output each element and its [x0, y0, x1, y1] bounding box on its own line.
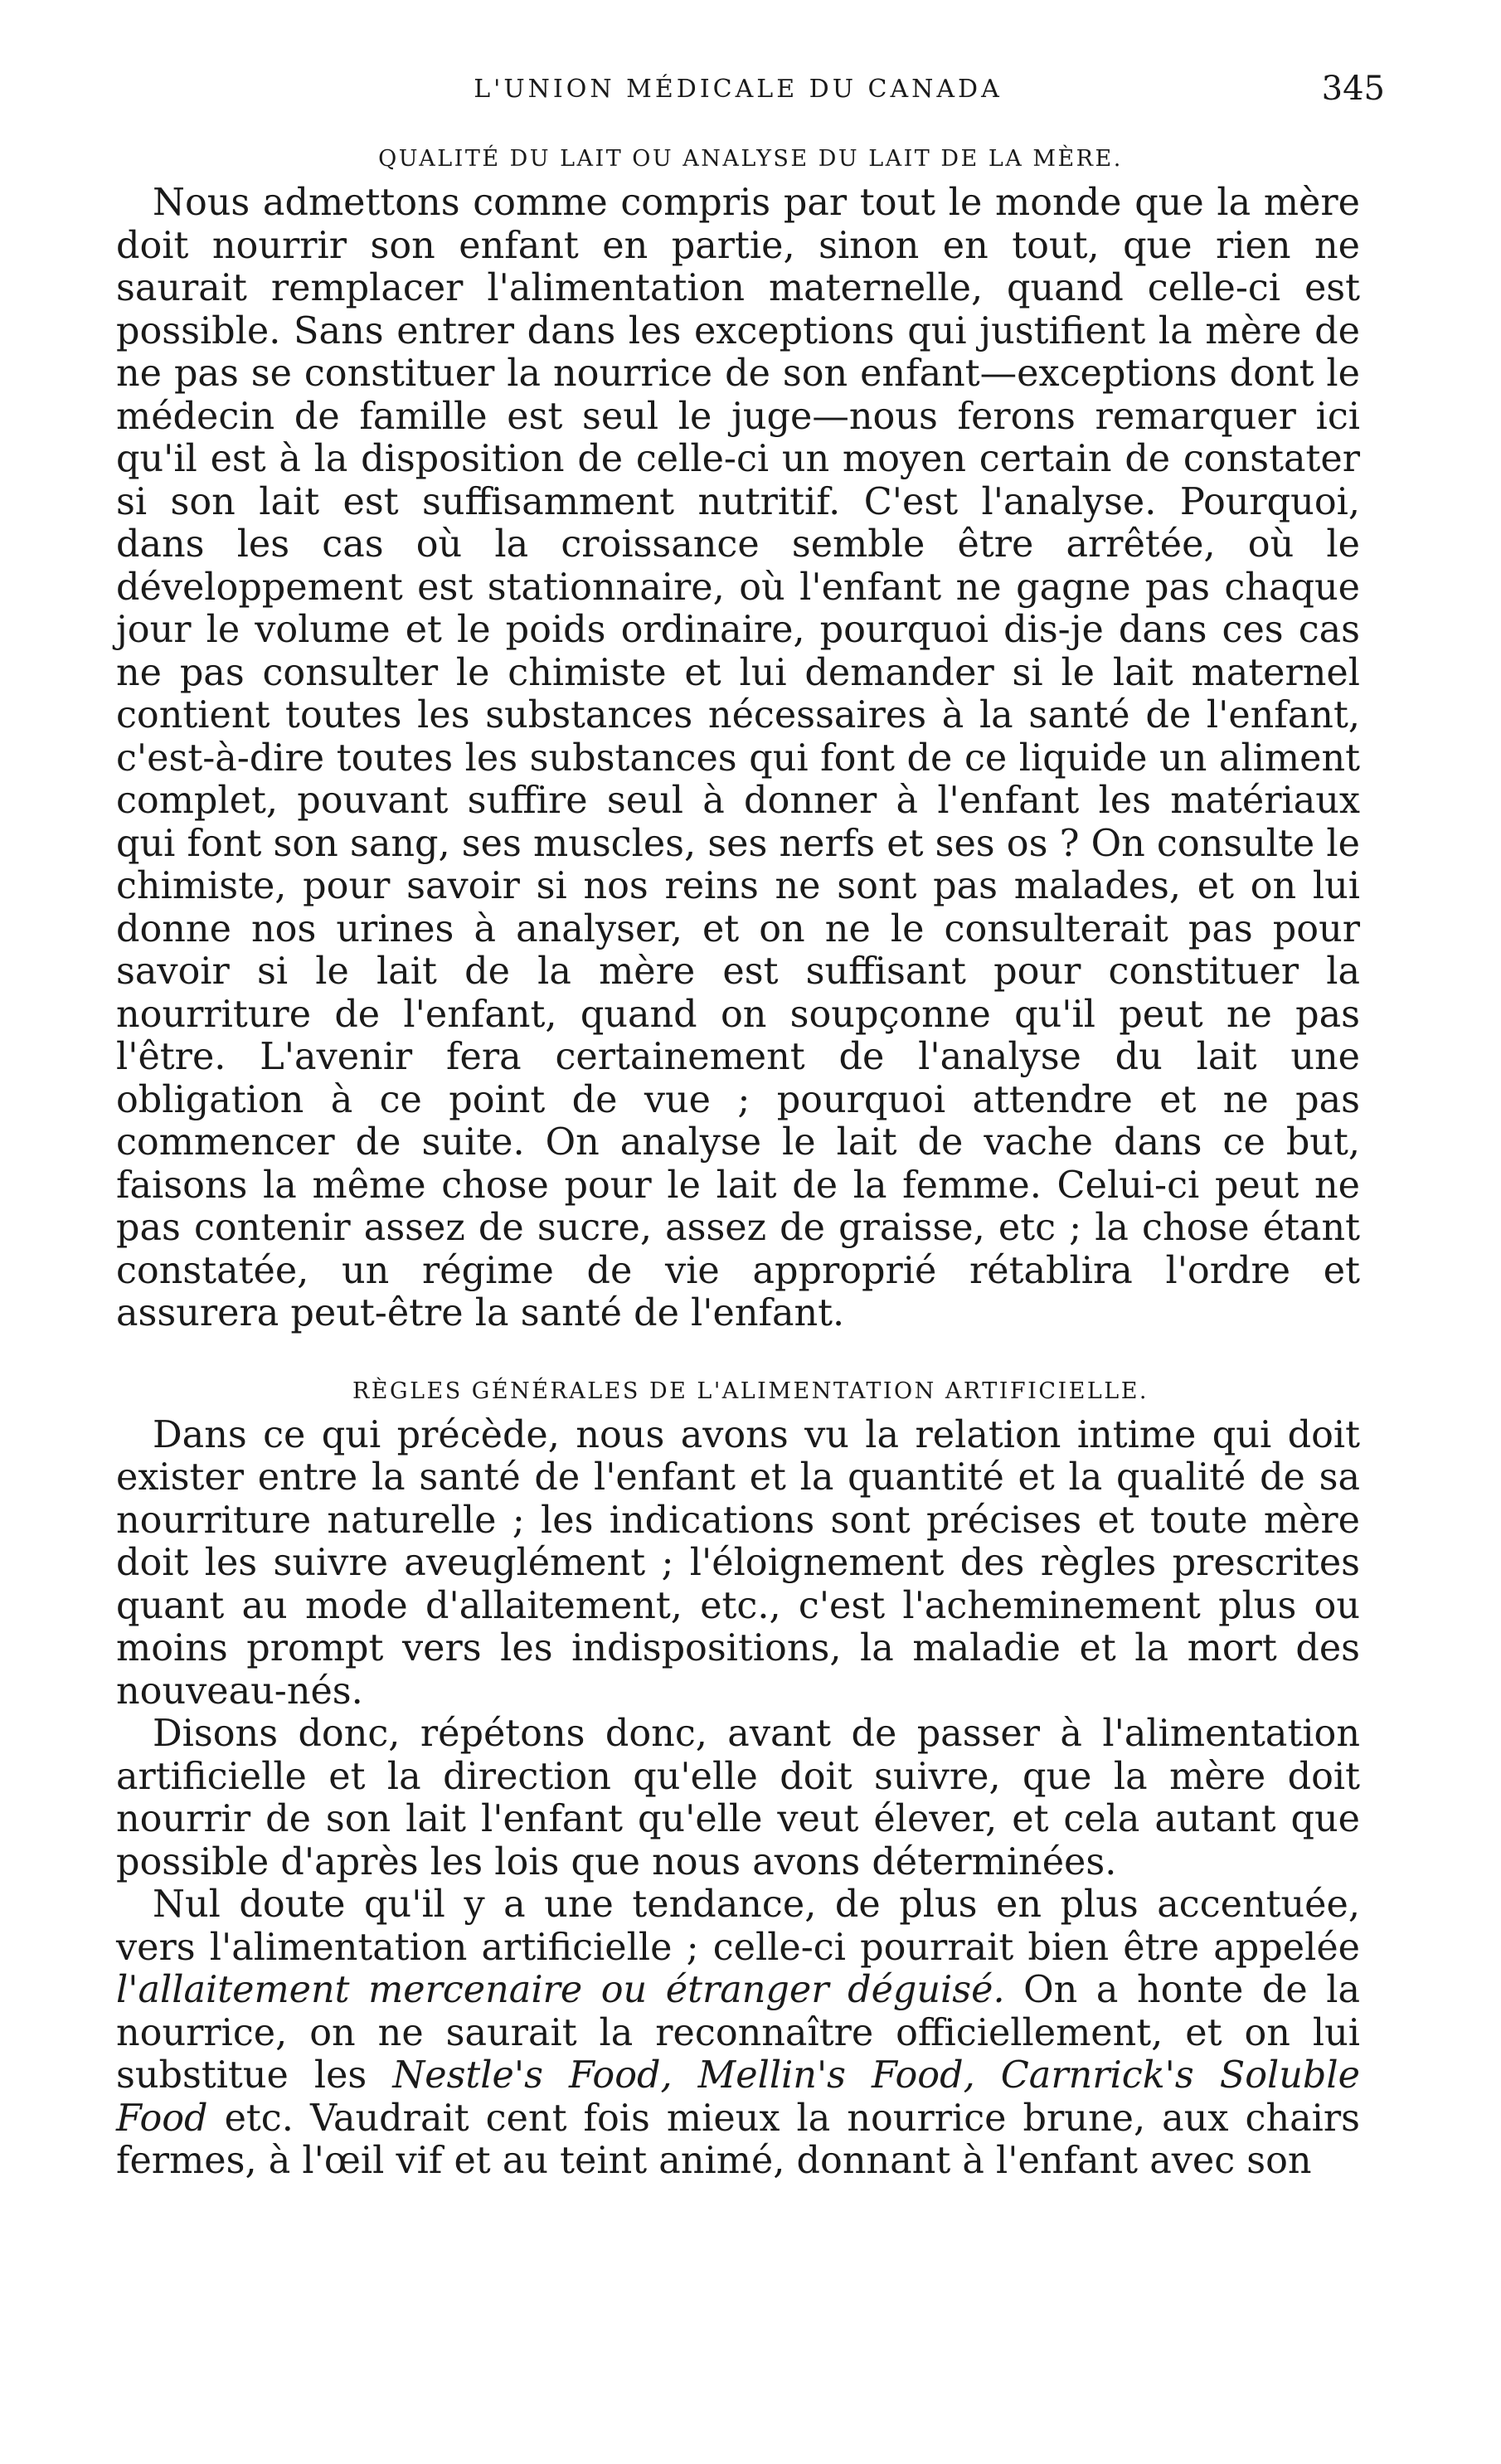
paragraph-regles-3-italic-phrase: l'allaitement mercenaire ou étranger déguisé. — [116, 1969, 1005, 2011]
paragraph-qualite: Nous admettons comme compris par tout le monde que la mère doit nourrir son enfant en partie, sinon en tout, que rien ne saurait remplacer l'alimentation maternelle, quand celle-ci est possible. Sans entrer dans les exceptions qui justifient la mère de ne pas se constituer la nourrice de son enfant—exceptions dont le médecin de famille est seul le juge—nous ferons remarquer ici qu'il est à la disposition de celle-ci un moyen certain de constater si son lait est suffisamment nutritif. C'est l'analyse. Pourquoi, dans les cas où la croissance semble être arrêtée, où le développement est stationnaire, où l'enfant ne gagne pas chaque jour le volume et le poids ordinaire, pourquoi dis-je dans ces cas ne pas consulter le chimiste et lui demander si le lait maternel contient toutes les substances nécessaires à la santé de l'enfant, c'est-à-dire toutes les substances qui font de ce liquide un aliment complet, pouvant suffire seul à donner à l'enfant les matériaux qui font son sang, ses muscles, ses nerfs et ses os ? On consulte le chimiste, pour savoir si nos reins ne sont pas malades, et on lui donne nos urines à analyser, et on ne le consulterait pas pour savoir si le lait de la mère est suffisant pour constituer la nourriture de l'enfant, quand on soupçonne qu'il peut ne pas l'être. L'avenir fera certainement de l'analyse du lait une obligation à ce point de vue ; pourquoi attendre et ne pas commencer de suite. On analyse le lait de vache dans ce but, faisons la même chose pour le lait de la femme. Celui-ci peut ne pas contenir assez de sucre, assez de graisse, etc ; la chose étant constatée, un régime de vie approprié rétablira l'ordre et assurera peut-être la santé de l'enfant. — [116, 182, 1360, 1334]
paragraph-regles-3-text-a: Nul doute qu'il y a une tendance, de plus en plus accentuée, vers l'alimentation artificielle ; celle-ci pourrait bien être appelée — [116, 1883, 1360, 1969]
running-title: L'UNION MÉDICALE DU CANADA — [474, 75, 1003, 104]
running-head — [116, 66, 1385, 116]
paragraph-regles-3-text-c: etc. Vaudrait cent fois mieux la nourrice brune, aux chairs fermes, à l'œil vif et au teint animé, donnant à l'enfant avec son — [116, 2097, 1360, 2182]
section-heading-qualite: QUALITÉ DU LAIT OU ANALYSE DU LAIT DE LA MÈRE. — [378, 146, 1123, 172]
paragraph-regles-3-text-b: On a honte de la nourrice, on ne saurait la reconnaître officiellement, et on lui substitue les — [116, 1969, 1361, 2097]
page-number: 345 — [1321, 70, 1385, 108]
section-heading-regles: RÈGLES GÉNÉRALES DE L'ALIMENTATION ARTIFICIELLE. — [352, 1378, 1149, 1404]
book-page — [116, 66, 1385, 2183]
paragraph-regles-2: Disons donc, répétons donc, avant de passer à l'alimentation artificielle et la direction qu'elle doit suivre, que la mère doit nourrir de son lait l'enfant qu'elle veut élever, et cela autant que possible d'après les lois que nous avons déterminées. — [116, 1713, 1360, 1883]
paragraph-regles-1: Dans ce qui précède, nous avons vu la relation intime qui doit exister entre la santé de l'enfant et la quantité et la qualité de sa nourriture naturelle ; les indications sont précises et toute mère doit les suivre aveuglément ; l'éloignement des règles prescrites quant au mode d'allaitement, etc., c'est l'acheminement plus ou moins prompt vers les indispositions, la maladie et la mort des nouveau-nés. — [116, 1413, 1360, 1713]
paragraph-regles-3-product-names: Nestle's Food, Mellin's Food, Carnrick's Soluble Food — [116, 2054, 1360, 2140]
paragraph-regles-3 — [116, 1883, 1360, 2183]
